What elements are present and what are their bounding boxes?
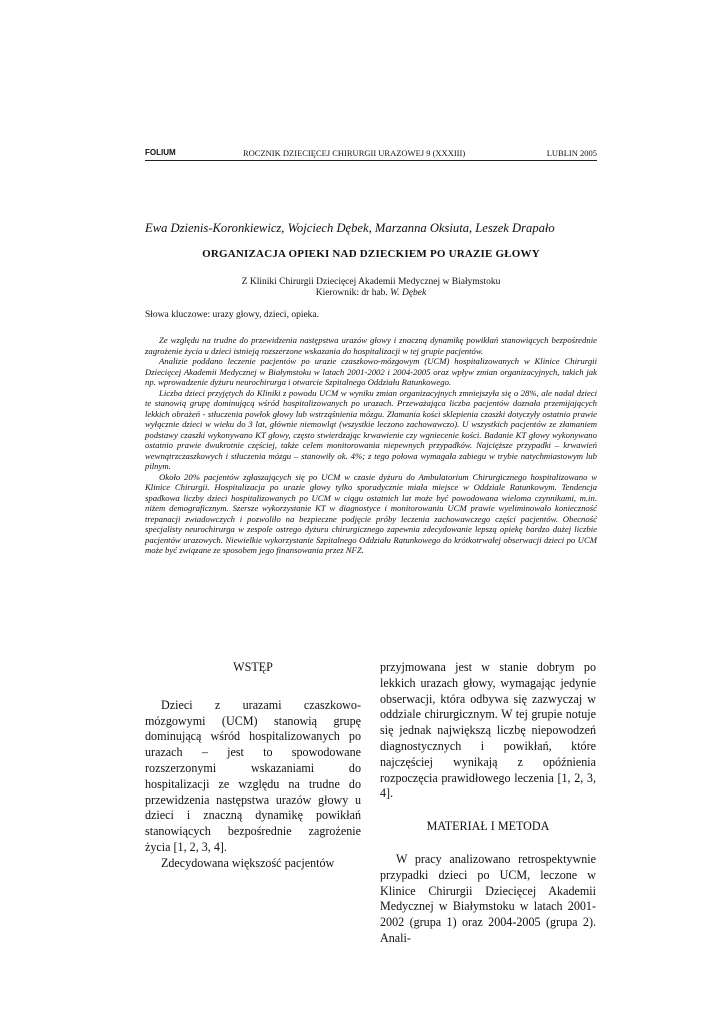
affiliation-line: Z Kliniki Chirurgii Dziecięcej Akademii Medycznej w Białymstoku bbox=[241, 277, 501, 287]
intro-paragraph-1: Dzieci z urazami czaszkowo-mózgowymi (UCM) stanowią grupę dominującą wśród hospitalizowanych po urazach – jest to spowodowane rozszerzonymi wskazaniami do hospitalizacji ze względu na trudne do przewidzenia następstwa urazów głowy u dzieci i znaczną dynamikę powikłań stanowiących bezpośrednie zagrożenie życia [1, 2, 3, 4]. bbox=[145, 697, 361, 854]
body-column-left bbox=[145, 660, 361, 872]
affiliation bbox=[145, 277, 597, 299]
body-column-right bbox=[380, 660, 596, 947]
methods-paragraph-1: W pracy analizowano retrospektywnie przypadki dzieci po UCM, leczone w Klinice Chirurgii Dziecięcej Akademii Medycznej w Białymstoku w latach 2001-2002 (grupa 1) oraz 2004-2005 (grupa 2). Anali- bbox=[380, 851, 596, 945]
journal-short-name: FOLIUM bbox=[145, 148, 176, 157]
head-label: Kierownik: dr hab. bbox=[315, 288, 388, 298]
methods-heading: MATERIAŁ I METODA bbox=[426, 819, 550, 834]
journal-title: ROCZNIK DZIECIĘCEJ CHIRURGII URAZOWEJ 9 (XXXIII) bbox=[243, 148, 466, 158]
article-title: ORGANIZACJA OPIEKI NAD DZIECKIEM PO URAZIE GŁOWY bbox=[202, 248, 540, 260]
abstract bbox=[145, 335, 597, 556]
intro-heading: WSTĘP bbox=[233, 660, 273, 674]
running-header bbox=[145, 148, 597, 160]
abstract-paragraph-2: Analizie poddano leczenie pacjentów po urazie czaszkowo-mózgowym (UCM) hospitalizowanych w Klinice Chirurgii Dziecięcej Akademii Medycznej w Białymstoku w latach 2001-2002 i 2004-2005 oraz wpływ zmian organizacyjnych, takich jak np. wprowadzenie dyżuru neurochirurga i otwarcie Szpitalnego Oddziału Ratunkowego. bbox=[145, 356, 597, 387]
affiliation-head bbox=[145, 288, 597, 299]
abstract-paragraph-3: Liczba dzieci przyjętych do Kliniki z powodu UCM w wyniku zmian organizacyjnych zmniejszyła się o 28%, ale nadal dzieci te stanowią grupę dominującą wśród hospitalizowanych po urazach. Przeważająca liczba pacjentów doznała przemijających lekkich obrażeń - stłuczenia powłok głowy lub wstrząśnienia mózgu. Złamania kości sklepienia czaszki dotyczyły ostatnio prawie wyłącznie dzieci w wieku do 3 lat, głównie niemowląt (wszystkie leczono zachowawczo). U wszystkich pacjentów ze złamaniem podstawy czaszki wykonywano KT głowy, często stwierdzając krwawienie czy wgniecenie kości. Badanie KT głowy wykonywano ostatnio prawie dwukrotnie częściej, także celem monitorowania niepewnych przypadków. Najcięższe przypadki – krwawień wewnątrzczaszkowych i stłuczenia mózgu – stanowiły ok. 4%; z tego połowa wymagała zabiegu w trybie natychmiastowym lub pilnym. bbox=[145, 387, 597, 471]
journal-place-year: LUBLIN 2005 bbox=[546, 148, 597, 158]
intro-paragraph-2-continued: przyjmowana jest w stanie dobrym po lekkich urazach głowy, wymagając jedynie obserwacji, która odbywa się zazwyczaj w oddziale chirurgicznym. W tej grupie notuje się jednak największą liczbę niepowodzeń diagnostycznych i powikłań, które najczęściej wynikają z opóźnienia rozpoczęcia prawidłowego leczenia [1, 2, 3, 4]. bbox=[380, 660, 596, 801]
intro-paragraph-2: Zdecydowana większość pacjentów bbox=[161, 855, 335, 870]
head-name: W. Dębek bbox=[390, 288, 427, 298]
keywords: Słowa kluczowe: urazy głowy, dzieci, opieka. bbox=[145, 310, 320, 320]
authors: Ewa Dzienis-Koronkiewicz, Wojciech Dębek, Marzanna Oksiuta, Leszek Drapało bbox=[145, 221, 555, 235]
header-rule bbox=[145, 160, 597, 161]
abstract-paragraph-1: Ze względu na trudne do przewidzenia następstwa urazów głowy i znaczną dynamikę powikłań stanowiących bezpośrednie zagrożenie życia u dzieci istnieją rozszerzone wskazania do hospitalizacji w tej grupie pacjentów. bbox=[145, 335, 597, 356]
abstract-paragraph-4: Około 20% pacjentów zgłaszających się po UCM w czasie dyżuru do Ambulatorium Chirurgicznego hospitalizowano w Klinice Chirurgii. Hospitalizacja po urazie głowy tylko sporadycznie miała miejsce w Oddziale Ratunkowym. Tendencja spadkowa liczby dzieci hospitalizowanych po UCM w ciągu ostatnich lat może być powodowana wieloma czynnikami, m.in. niżem demograficznym. Szersze wykorzystanie KT w diagnostyce i monitorowaniu UCM prawie wyeliminowało konieczność trepanacji zwiadowczych i pozwoliło na bezpieczne podjęcie próby leczenia zachowawczego części pacjentów. Obecność specjalisty neurochirurga w zespole ostrego dyżuru chirurgicznego zapewnia zdecydowanie lepszą opiekę bardzo dużej liczbie pacjentów urazowych. Niewielkie wykorzystanie Szpitalnego Oddziału Ratunkowego do krótkotrwałej obserwacji dzieci po UCM może być związane ze sposobem jego finansowania przez NFZ. bbox=[145, 471, 597, 555]
